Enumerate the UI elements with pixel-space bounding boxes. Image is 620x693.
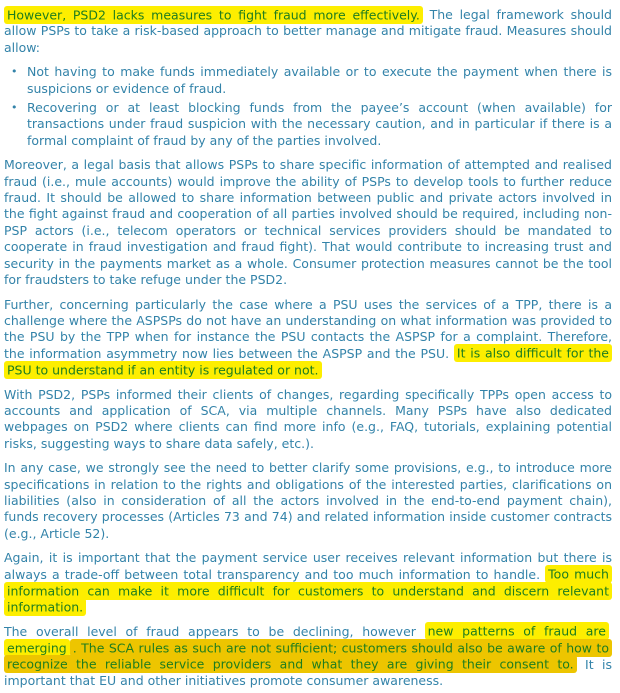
bullet-icon: • <box>11 65 18 79</box>
document-body <box>4 7 612 689</box>
bullet-text <box>27 100 612 149</box>
text-run: The overall level of fraud appears to be declining, however <box>4 623 425 639</box>
text-run: With PSD2, PSPs informed their clients of changes, regarding specifically TPPs open access to accounts and application of SCA, via multiple channels. Many PSPs have also dedicated webpages on PSD2 where clients can find more info (e.g., FAQ, tutorials, explaining potential risks, suggesting ways to share data safely, etc.). <box>4 386 612 451</box>
text-run: The legal framework should allow PSPs to take a risk-based approach to better manage and mitigate fraud. Measures should allow: <box>4 7 612 55</box>
text-run: Further, concerning particularly the case where a PSU uses the services of a TPP, there is a challenge where the ASPSPs do not have an understanding on what information was provided to the PSU by the TPP when for instance the PSU contacts the ASPSP for a complaint. Therefore, the information asymmetry now lies between the ASPSP and the PSU. <box>4 296 612 361</box>
text-run: Recovering or at least blocking funds from the payee’s account (when available) for transactions under fraud suspicion with the necessary caution, and in particular if there is a formal complaint of fraud by any of the parties involved. <box>27 100 612 148</box>
text-run: In any case, we strongly see the need to better clarify some provisions, e.g., to introduce more specifications in relation to the rights and obligations of the interested parties, clarifications on liabilities (also in consideration of all the actors involved in the end-to-end payment chain), funds recovery processes (Articles 73 and 74) and related information inside customer contracts (e.g., Article 52). <box>4 460 612 541</box>
highlighted-text-amber: . The SCA rules as such are not sufficient; customers should also be aware of how to recognize the reliable service providers and what they are giving their consent to. <box>4 639 612 673</box>
paragraph <box>4 7 612 56</box>
highlighted-text-yellow: However, PSD2 lacks measures to fight fraud more effectively. <box>4 6 423 24</box>
paragraph <box>4 460 612 542</box>
text-run: Moreover, a legal basis that allows PSPs to share specific information of attempted and realised fraud (i.e., mule accounts) would improve the ability of PSPs to develop tools to further reduce fraud. It should be allowed to share information between public and private actors involved in the fight against fraud and cooperation of all parties involved should be required, including non-PSP actors (i.e., telecom operators or technical services providers should be mandated to cooperate in fraud investigation and fraud fight). That would contribute to increasing trust and security in the payments market as a whole. Consumer protection measures cannot be the tool for fraudsters to take refuge under the PSD2. <box>4 157 612 288</box>
paragraph <box>4 550 612 616</box>
bullet-list-item <box>4 64 612 97</box>
highlighted-text-yellow: It is also difficult for the PSU to understand if an entity is regulated or not. <box>4 344 612 378</box>
paragraph <box>4 297 612 379</box>
bullet-icon: • <box>11 101 18 115</box>
paragraph <box>4 157 612 288</box>
paragraph <box>4 387 612 453</box>
paragraph <box>4 624 612 690</box>
highlighted-text-yellow: Too much information can make it more difficult for customers to understand and discern relevant information. <box>4 565 612 616</box>
highlighted-text-yellow: new patterns of fraud are emerging <box>4 622 609 656</box>
bullet-text <box>27 64 612 97</box>
text-run: It is important that EU and other initiatives promote consumer awareness. <box>4 656 612 689</box>
bullet-list-item <box>4 100 612 149</box>
text-run: Again, it is important that the payment service user receives relevant information but there is always a trade-off between total transparency and too much information to handle. <box>4 550 612 582</box>
text-run: Not having to make funds immediately available or to execute the payment when there is suspicions or evidence of fraud. <box>27 64 612 96</box>
